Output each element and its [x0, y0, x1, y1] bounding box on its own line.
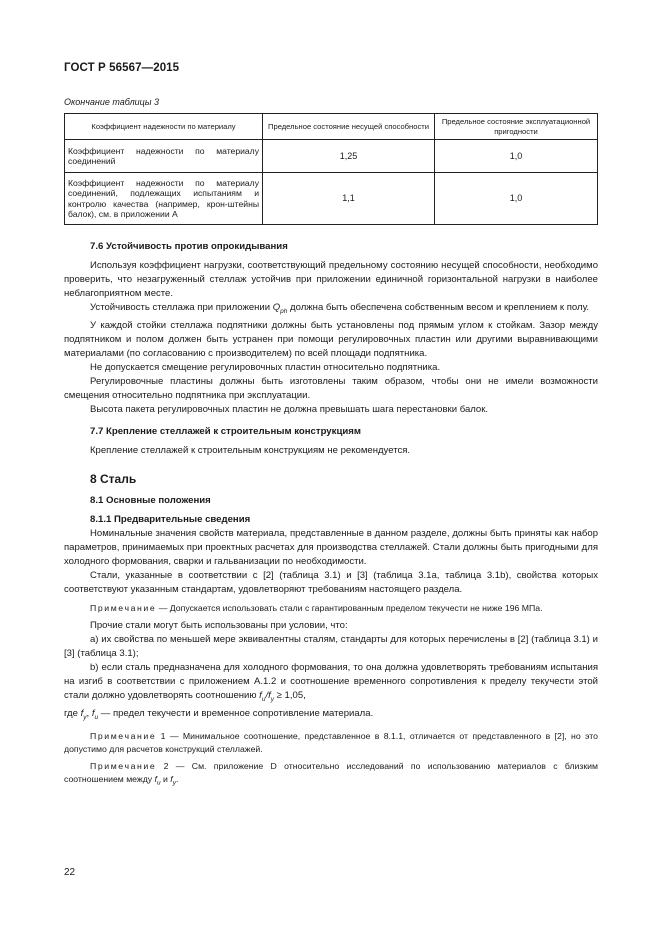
column-header-coefficient: Коэффициент надежности по материалу	[65, 114, 263, 140]
table-cell-label: Коэффициент надежности по материалу соединений, подлежащих испытаниям и контролю качества (например, крон-штейны балок), см. в приложении А	[65, 173, 263, 225]
list-item: a) их свойства по меньшей мере эквивалентны сталям, стандарты для которых перечислены в [2] (таблица 3.1) и [3] (таблица 3.1);	[64, 634, 598, 660]
table-caption: Окончание таблицы 3	[64, 97, 159, 107]
reliability-table	[64, 113, 598, 225]
paragraph: Высота пакета регулировочных пластин не должна превышать шага перестановки балок.	[90, 403, 489, 415]
paragraph: Номинальные значения свойств материала, представленные в данном разделе, должны быть приняты как набор параметров, принимаемых при проектных расчетах для производства стеллажей. Стали должны быть пригодными для холодного формования, сварки и гальванизации по необходимости.	[64, 527, 598, 567]
paragraph: где $f_y$, $f_u$ — предел текучести и временное сопротивление материала.	[64, 708, 374, 722]
note-label: Примечание	[90, 761, 157, 772]
document-code: ГОСТ Р 56567—2015	[64, 62, 180, 74]
note-label: Примечание	[90, 602, 157, 613]
section-heading-7-7: 7.7 Крепление стеллажей к строительным конструкциям	[90, 425, 361, 437]
note: Примечание — Допускается использовать стали с гарантированным пределом текучести не ниже 196 МПа.	[90, 602, 543, 613]
section-heading-7-6: 7.6 Устойчивость против опрокидывания	[90, 241, 288, 252]
note: Примечание 2 — См. приложение D относительно исследований по использованию материалов с близким соотношением между $f_u$ и $f_y$.	[64, 761, 598, 787]
paragraph: Крепление стеллажей к строительным конструкциям не рекомендуется.	[90, 444, 411, 456]
paragraph: Регулировочные пластины должны быть изготовлены таким образом, чтобы они не имели возможности смещения относительно подпятника при эксплуатации.	[64, 375, 598, 401]
section-heading-8: 8 Сталь	[90, 471, 137, 486]
table-header-row	[65, 114, 598, 140]
paragraph: Стали, указанные в соответствии с [2] (таблица 3.1) и [3] (таблица 3.1a, таблица 3.1b), свойства которых соответствуют указанным стандартам, удовлетворяют требованиям настоящего раздела.	[64, 569, 598, 595]
page-number: 22	[64, 867, 76, 878]
list-item: b) если сталь предназначена для холодного формования, то она должна удовлетворять требованиям испытания на изгиб в соответствии с приложением А.1.2 и соотношение временного сопротивления к пределу текучести этой стали должно удовлетворять соотношению $f_u/f_y \ge 1,05$,	[64, 662, 598, 704]
table-row	[65, 173, 598, 225]
section-heading-8-1-1: 8.1.1 Предварительные сведения	[90, 513, 251, 525]
paragraph: Прочие стали могут быть использованы при условии, что:	[90, 620, 348, 632]
table-cell-service: 1,0	[435, 173, 598, 225]
paragraph: Не допускается смещение регулировочных пластин относительно подпятника.	[90, 361, 441, 373]
paragraph: Устойчивость стеллажа при приложении $Q_{ph}$ должна быть обеспечена собственным весом и креплением к полу.	[90, 302, 590, 315]
note-label: Примечание	[90, 731, 157, 742]
paragraph: У каждой стойки стеллажа подпятники должны быть установлены под прямым углом к стойкам. Зазор между подпятником и полом должен быть устранен при помощи регулировочных пластин или другими выравнивающими материалами (по согласованию с производителем) по всей площади подпятника.	[64, 319, 598, 359]
section-heading-8-1: 8.1 Основные положения	[90, 494, 211, 506]
note: Примечание 1 — Минимальное соотношение, представленное в 8.1.1, отличается от представленного в [2], но это допустимо для расчетов конструкций стеллажей.	[64, 731, 598, 754]
document-body	[64, 240, 598, 790]
table-row	[65, 140, 598, 173]
table-cell-bearing: 1,1	[263, 173, 435, 225]
table-cell-bearing: 1,25	[263, 140, 435, 173]
table-cell-label: Коэффициент надежности по материалу соединений	[65, 140, 263, 173]
paragraph: Используя коэффициент нагрузки, соответствующий предельному состоянию несущей способности, необходимо проверить, что незагруженный стеллаж устойчив при приложении единичной горизонтальной нагрузки в наиболее неблагоприятном месте.	[64, 260, 598, 299]
column-header-service: Предельное состояние эксплуатационной пригодности	[435, 114, 598, 140]
table-cell-service: 1,0	[435, 140, 598, 173]
column-header-bearing: Предельное состояние несущей способности	[263, 114, 435, 140]
